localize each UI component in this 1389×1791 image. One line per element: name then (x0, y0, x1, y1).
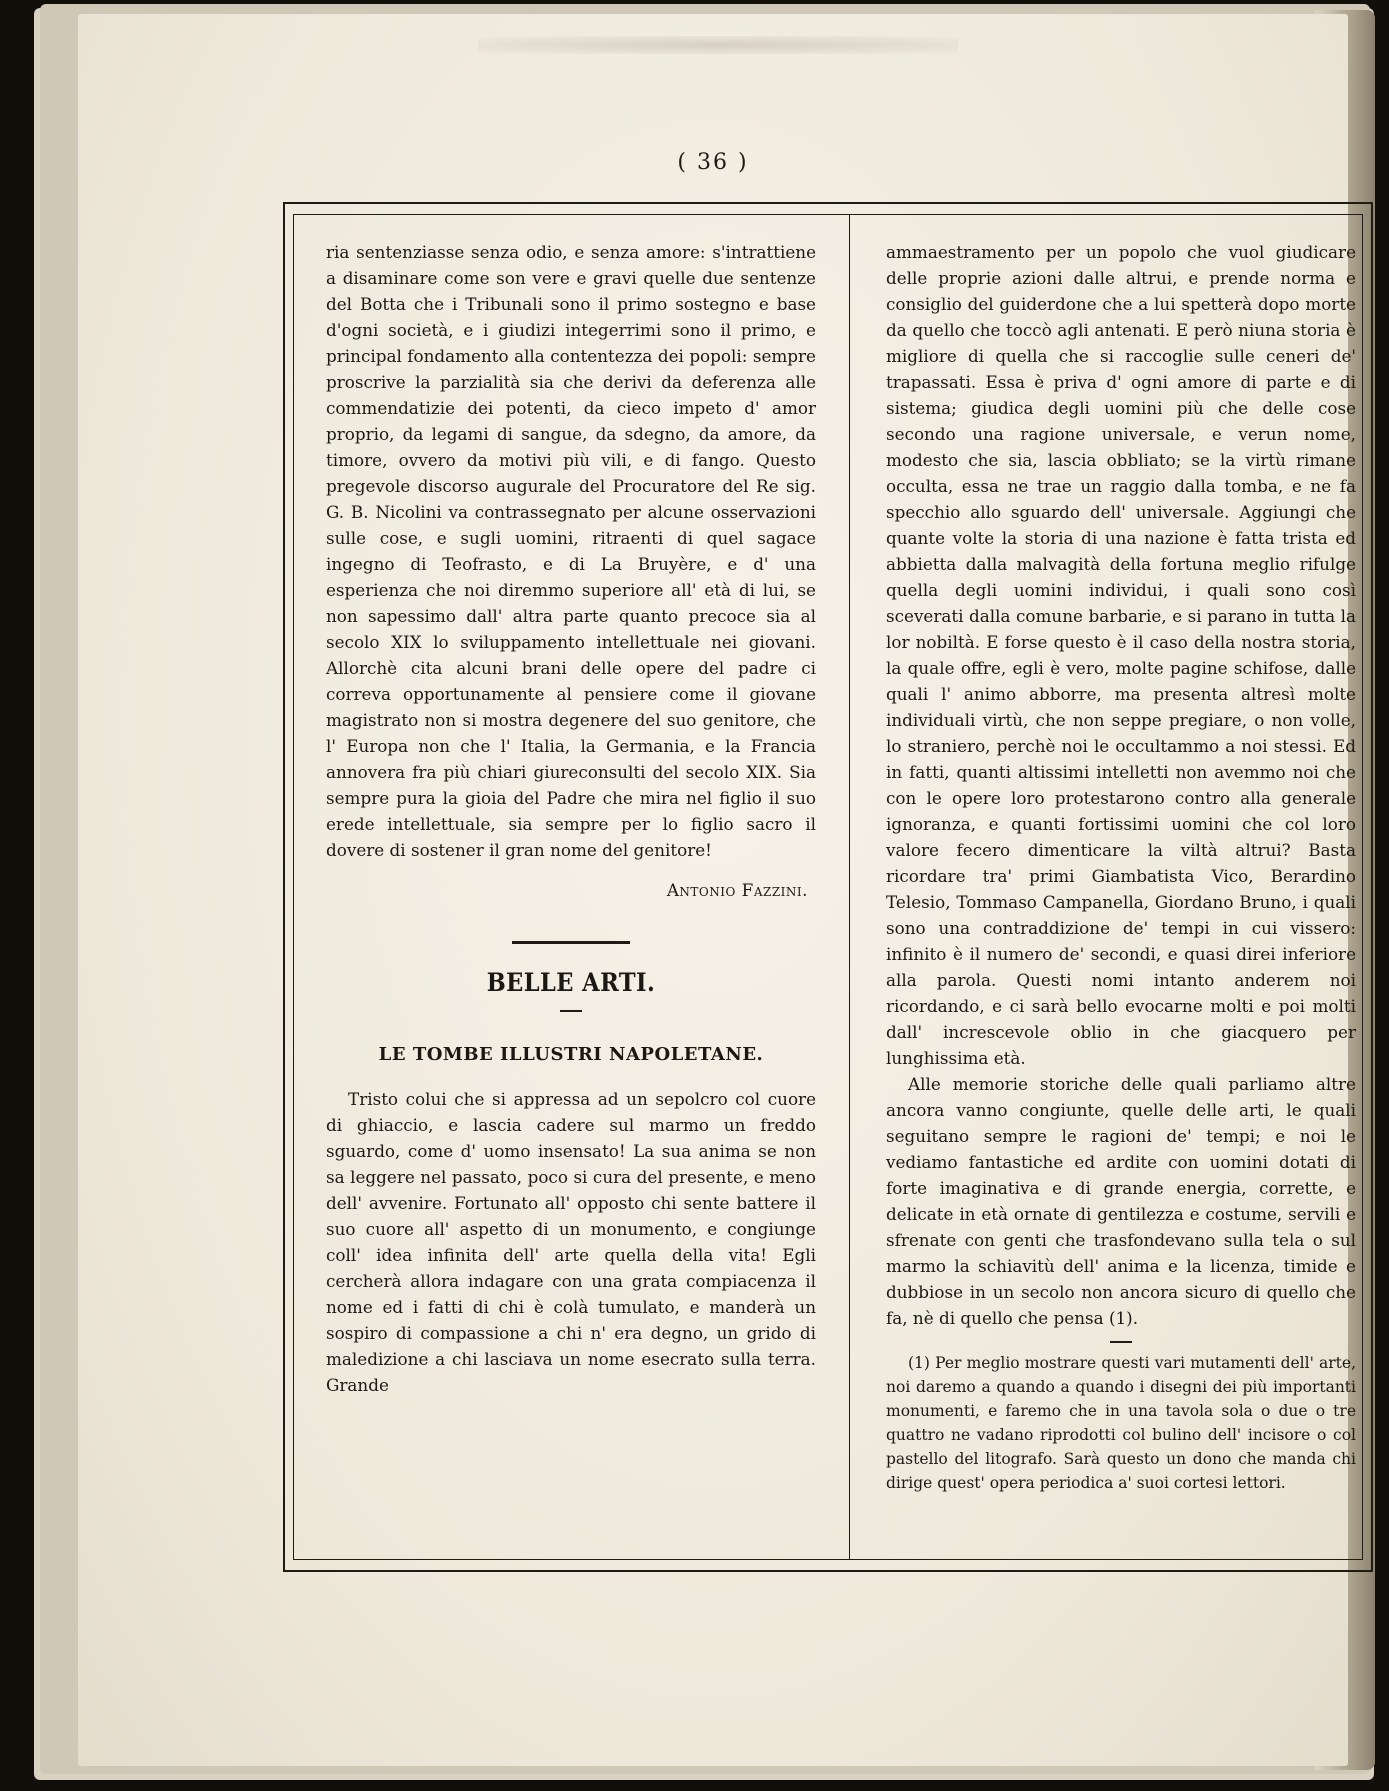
footnote: (1) Per meglio mostrare questi vari mutamenti dell' arte, noi daremo a quando a quando i disegni dei più importanti monumenti, e faremo che in una tavola sola o due o tre quattro ne vadano riprodotti col bulino dell' incisore o col pastello del litografo. Sarà questo un dono che manda chi dirige quest' opera periodica a' suoi cortesi lettori. (886, 1353, 1356, 1492)
right-column (886, 239, 1356, 1495)
book-page (78, 14, 1356, 1766)
footnote-separator (1110, 1341, 1132, 1343)
right-paragraph-2: Alle memorie storiche delle quali parliamo altre ancora vanno congiunte, quelle delle arti, le quali seguitano sempre le ragioni de' tempi; e noi le vediamo fantastiche ed ardite con uomini dotati di forte imaginativa e di grande energia, corrette, e delicate in età ornate di gentilezza e costume, servili e sfrenate con genti che trasfondevano sulla tela o sul marmo la schiavitù dell' anima e la licenza, timide e dubbiose in un secolo non ancora sicuro di quello che fa, nè di quello che pensa (1). (886, 1074, 1356, 1328)
page-stain (478, 36, 958, 54)
text-frame (283, 202, 1373, 1572)
author-signature: Antonio Fazzini. (666, 880, 808, 900)
title-underline (560, 1010, 582, 1012)
text-frame-inner (293, 214, 1363, 1560)
left-column (326, 239, 816, 1398)
section-title: BELLE ARTI. (486, 968, 656, 997)
page-number: ( 36 ) (677, 150, 749, 175)
left-paragraph: ria sentenziasse senza odio, e senza amore: s'intrattiene a disaminare come son vere e gravi quelle due sentenze del Botta che i Tribunali sono il primo sostegno e base d'ogni società, e i giudizi integerrimi sono il primo, e principal fondamento alla contentezza dei popoli: sempre proscrive la parzialità sia che derivi da deferenza alle commendatizie dei potenti, da cieco impeto d' amor proprio, da legami di sangue, da sdegno, da amore, da timore, ovvero da motivi più vili, e di fango. Questo pregevole discorso augurale del Procuratore del Re sig. G. B. Nicolini va contrassegnato per alcune osservazioni sulle cose, e sugli uomini, ritraenti di quel sagace ingegno di Teofrasto, e di La Bruyère, e d' una esperienza che noi diremmo superiore all' età di lui, se non sapessimo dall' altra parte quanto precoce sia al secolo XIX lo sviluppamento intellettuale nei giovani. Allorchè cita alcuni brani delle opere del padre ci correva opportunamente al pensiere come il giovane magistrato non si mostra degenere del suo genitore, che l' Europa non che l' Italia, la Germania, e la Francia annovera fra più chiari giureconsulti del secolo XIX. Sia sempre pura la gioia del Padre che mira nel figlio il suo erede intellettuale, sia sempre per lo figlio sacro il dovere di sostener il gran nome del genitore! (326, 242, 816, 860)
column-divider (849, 215, 850, 1559)
article-title: LE TOMBE ILLUSTRI NAPOLETANE. (378, 1043, 764, 1065)
section-separator (512, 941, 630, 944)
right-paragraph-1: ammaestramento per un popolo che vuol giudicare delle proprie azioni dalle altrui, e prende norma e consiglio del guiderdone che a lui spetterà dopo morte da quello che toccò agli antenati. E però niuna storia è migliore di quella che si raccoglie sulle ceneri de' trapassati. Essa è priva d' ogni amore di parte e di sistema; giudica degli uomini più che delle cose secondo una ragione universale, e verun nome, modesto che sia, lascia obbliato; se la virtù rimane occulta, essa ne trae un raggio dalla tomba, e ne fa specchio allo sguardo dell' universale. Aggiungi che quante volte la storia di una nazione è fatta trista ed abbietta dalla malvagità della fortuna meglio rifulge quella degli uomini individui, i quali sono così sceverati dalla comune barbarie, e si parano in tutta la lor nobiltà. E forse questo è il caso della nostra storia, la quale offre, egli è vero, molte pagine schifose, dalle quali l' animo abborre, ma presenta altresì molte individuali virtù, che non seppe pregiare, o non volle, lo straniero, perchè noi le occultammo a noi stessi. Ed in fatti, quanti altissimi intelletti non avemmo noi che con le opere loro protestarono contro alla generale ignoranza, e quanti fortissimi uomini che col loro valore fecero dimenticare la viltà altrui? Basta ricordare tra' primi Giambatista Vico, Berardino Telesio, Tommaso Campanella, Giordano Bruno, i quali sono una contraddizione de' tempi in cui vissero: infinito è il numero de' secondi, e quasi direi inferiore alla parola. Questi nomi intanto anderem noi ricordando, e ci sarà bello evocarne molti e poi molti dall' increscevole oblio in che giacquero per lunghissima età. (886, 242, 1356, 1068)
article-opening-paragraph: Tristo colui che si appressa ad un sepolcro col cuore di ghiaccio, e lascia cadere sul marmo un freddo sguardo, come d' uomo insensato! La sua anima se non sa leggere nel passato, poco si cura del presente, e meno dell' avvenire. Fortunato all' opposto chi sente battere il suo cuore all' aspetto di un monumento, e congiunge coll' idea infinita dell' arte quella della vita! Egli cercherà allora indagare con una grata compiacenza il nome ed i fatti di chi è colà tumulato, e manderà un sospiro di compassione a chi n' era degno, un grido di maledizione a chi lasciava un nome esecrato sulla terra. Grande (326, 1088, 816, 1395)
